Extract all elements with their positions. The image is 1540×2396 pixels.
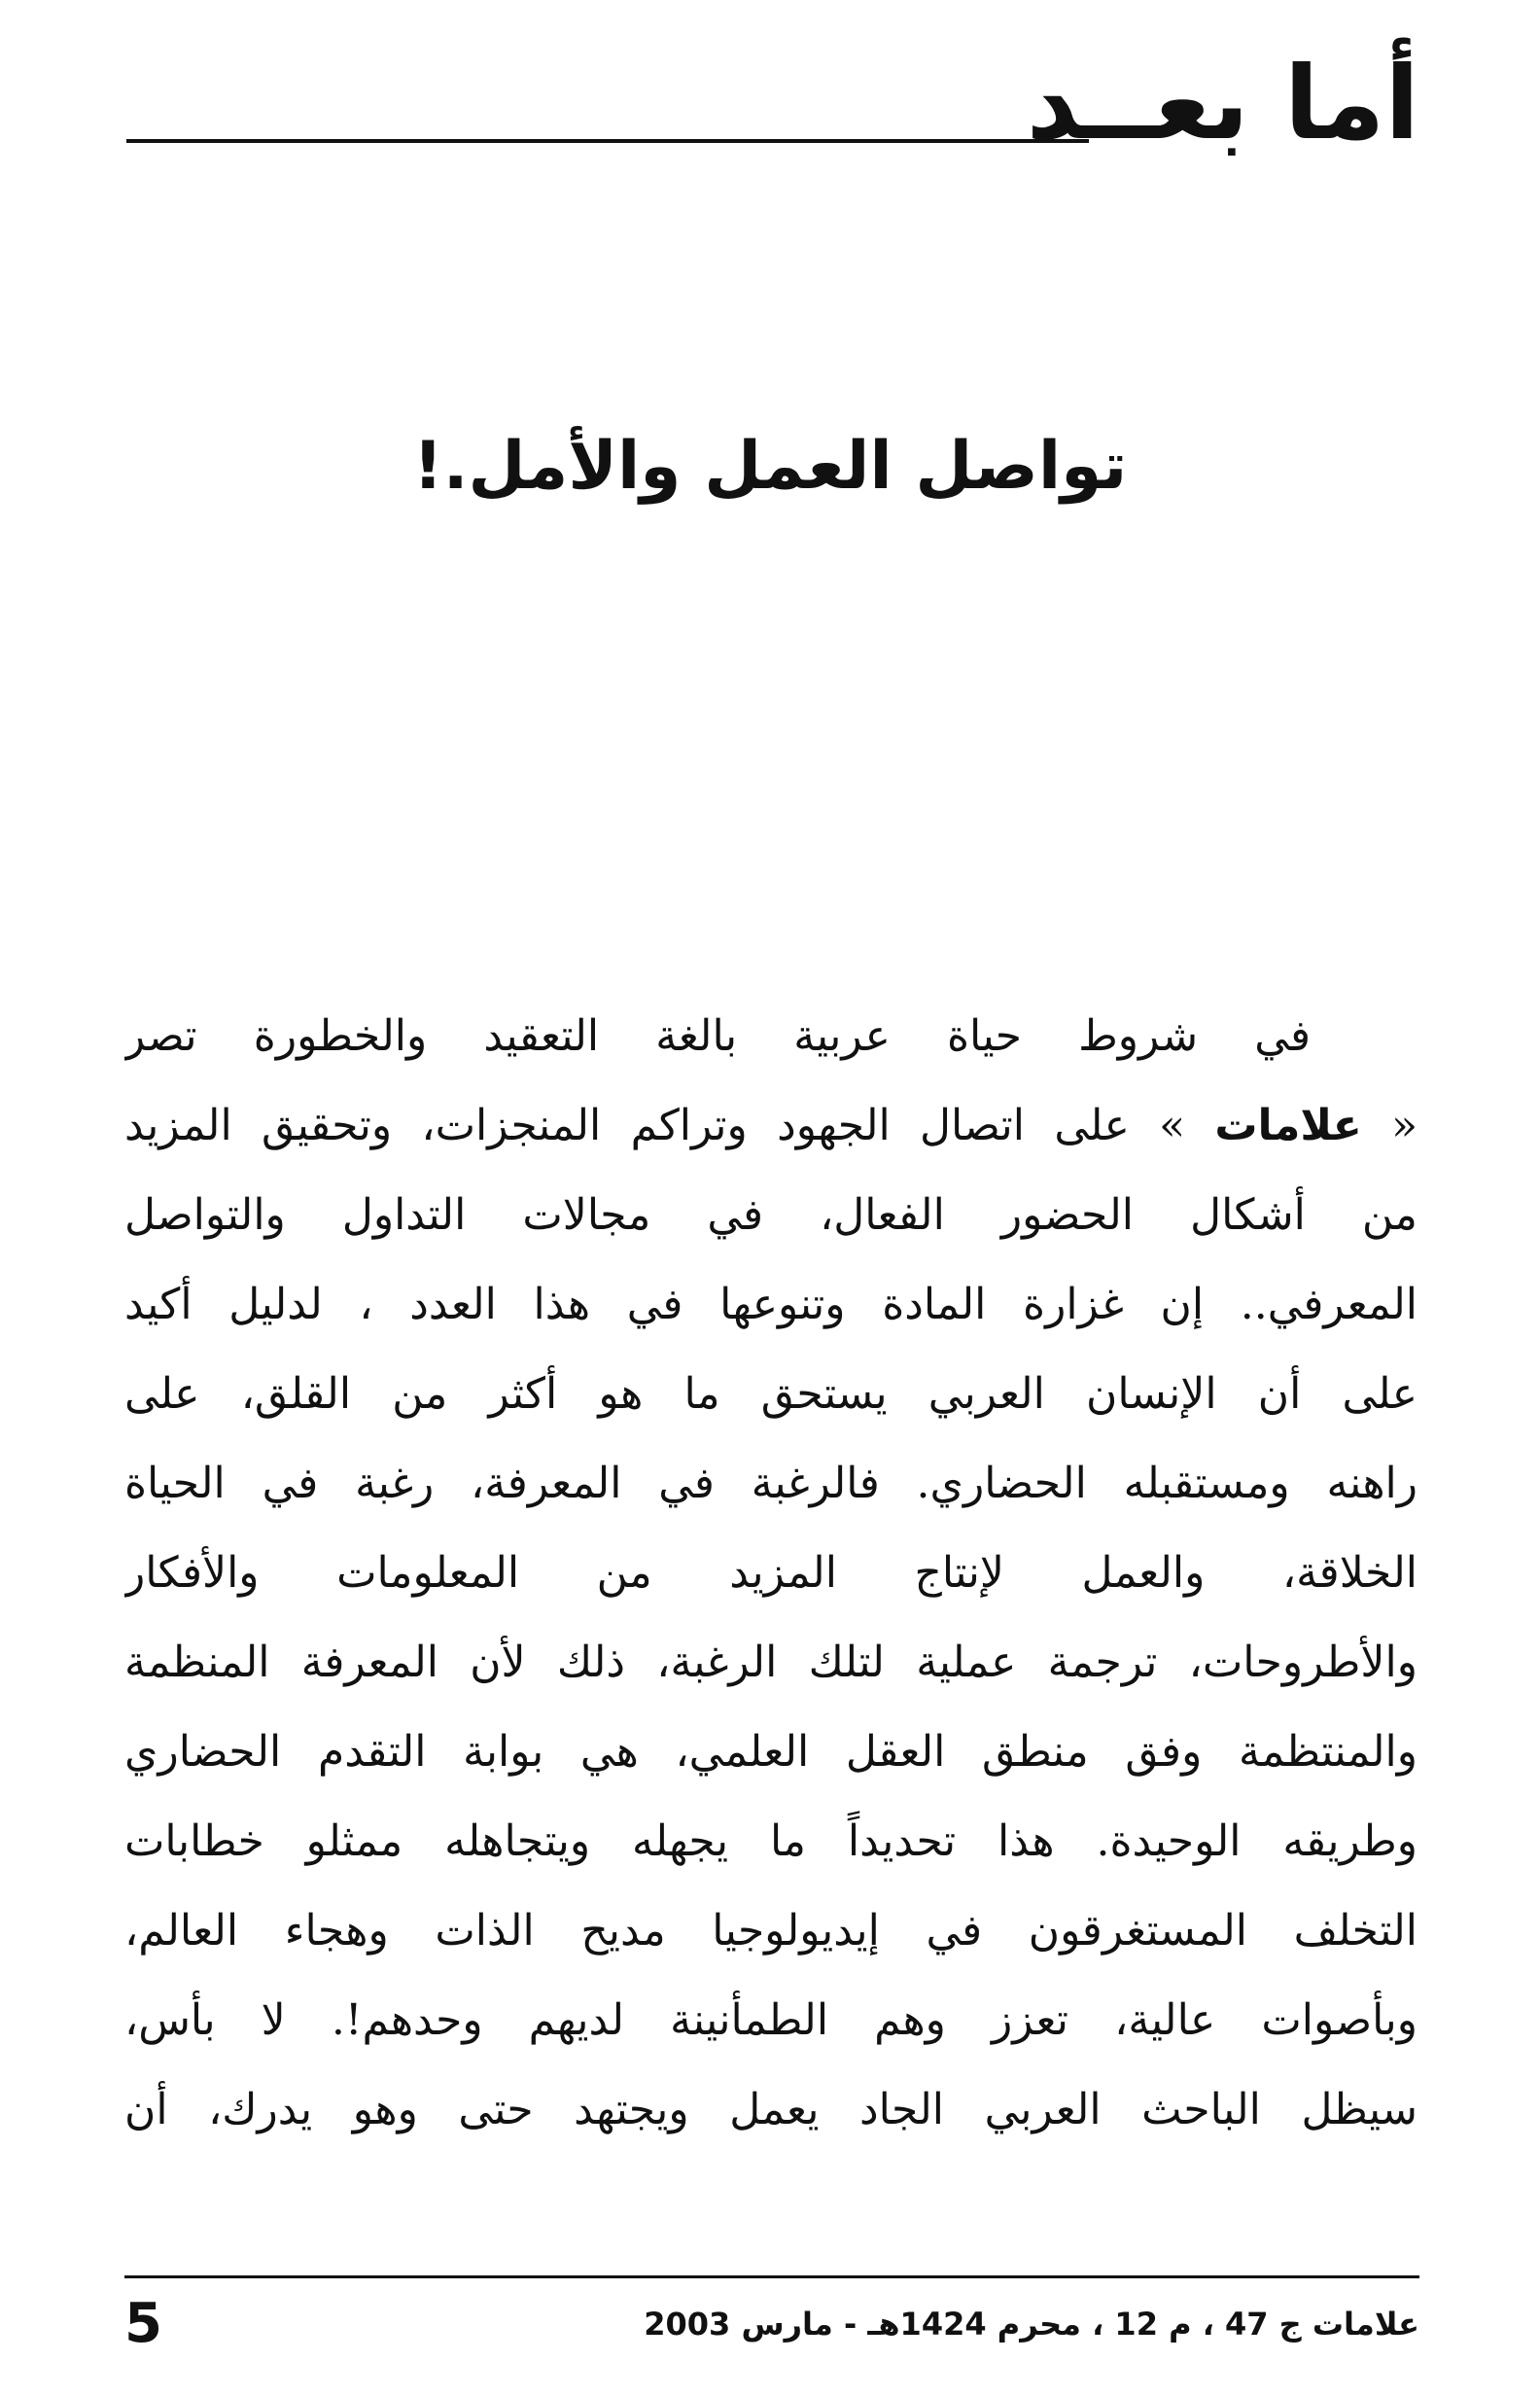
body-line: « علامات » على اتصال الجهود وتراكم المنجزات، وتحقيق المزيد [124, 1101, 1418, 1150]
article-title: تواصل العمل والأمل.! [412, 428, 1128, 505]
body-line: المعرفي.. إن غزارة المادة وتنوعها في هذا العدد ، لدليل أكيد [124, 1280, 1418, 1329]
footer-rule [124, 2275, 1419, 2278]
magazine-name: علامات [1214, 1101, 1362, 1150]
article-body [124, 992, 1418, 2155]
body-line: في شروط حياة عربية بالغة التعقيد والخطورة تصر [124, 1011, 1311, 1061]
body-line: على أن الإنسان العربي يستحق ما هو أكثر من القلق، على [124, 1369, 1418, 1419]
body-line-rest: على اتصال الجهود وتراكم المنجزات، وتحقيق المزيد [124, 1101, 1160, 1150]
header-rule [126, 139, 1089, 143]
body-line: الخلاقة، والعمل لإنتاج المزيد من المعلومات والأفكار [124, 1548, 1418, 1598]
body-line: سيظل الباحث العربي الجاد يعمل ويجتهد حتى وهو يدرك، أن [124, 2085, 1418, 2134]
body-line: والمنتظمة وفق منطق العقل العلمي، هي بوابة التقدم الحضاري [124, 1727, 1418, 1777]
page-number: 5 [124, 2292, 162, 2355]
body-line: وبأصوات عالية، تعزز وهم الطمأنينة لديهم وحدهم!. لا بأس، [124, 1995, 1418, 2045]
body-line: وطريقه الوحيدة. هذا تحديداً ما يجهله ويتجاهله ممثلو خطابات [124, 1816, 1418, 1866]
section-label: أما بعــد [1026, 44, 1419, 162]
page-header [126, 35, 1419, 181]
body-line: والأطروحات، ترجمة عملية لتلك الرغبة، ذلك لأن المعرفة المنظمة [124, 1638, 1418, 1687]
body-line: التخلف المستغرقون في إيديولوجيا مديح الذات وهجاء العالم، [124, 1906, 1418, 1956]
body-line: راهنه ومستقبله الحضاري. فالرغبة في المعرفة، رغبة في الحياة [124, 1459, 1418, 1508]
footer-citation: علامات ج 47 ، م 12 ، محرم 1424هـ - مارس 2003 [644, 2306, 1419, 2343]
body-line: من أشكال الحضور الفعال، في مجالات التداول والتواصل [124, 1190, 1418, 1240]
